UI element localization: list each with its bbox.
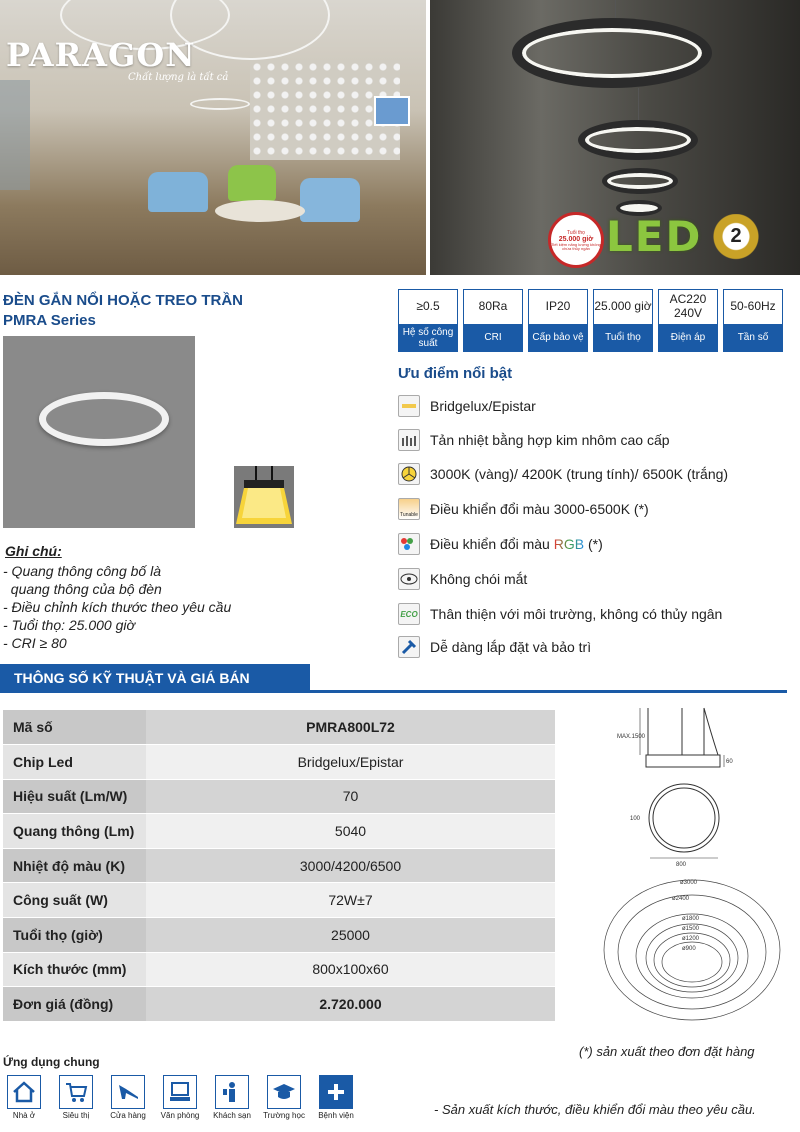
section-title: THÔNG SỐ KỸ THUẬT VÀ GIÁ BÁN: [0, 664, 310, 692]
section-divider: [0, 690, 787, 693]
application-item: [213, 1075, 251, 1120]
bottom-note: - Sản xuất kích thước, điều khiển đổi màu theo yêu cầu.: [434, 1102, 756, 1117]
spec-label: Tần số: [723, 324, 783, 352]
applications-title: Ứng dụng chung: [3, 1055, 100, 1069]
lifetime-badge-line3: Tiết kiệm năng lượng không chứa thủy ngân: [551, 241, 601, 251]
hotel-icon: [215, 1075, 249, 1109]
heatsink-icon: [398, 429, 420, 451]
note-line: - Tuổi thọ: 25.000 giờ: [3, 617, 135, 633]
rgb-text-colored: RGB: [553, 536, 585, 552]
warranty-years: 2: [730, 224, 742, 247]
row-value: 72W±7: [146, 883, 555, 918]
tunable-icon-label: Tunable: [400, 512, 418, 518]
spec-value: ≥0.5: [398, 289, 458, 324]
advantage-item: [398, 429, 670, 451]
product-title: ĐÈN GẮN NỔI HOẶC TREO TRẦN: [3, 292, 243, 309]
spec-value: AC220 240V: [658, 289, 718, 324]
school-icon: [267, 1075, 301, 1109]
applications-list: [5, 1075, 355, 1120]
color-temp-icon: [398, 463, 420, 485]
table-row: [3, 710, 555, 745]
circle-label: ø1800: [682, 916, 700, 922]
spec-label: Tuổi thọ: [593, 324, 653, 352]
notes-list: [3, 562, 231, 652]
eco-icon-label: ECO: [400, 609, 418, 619]
chip-icon: [398, 395, 420, 417]
rgb-text-before: Điều khiển đổi màu: [430, 536, 554, 552]
advantage-text: Bridgelux/Epistar: [430, 398, 536, 414]
application-item: [57, 1075, 95, 1120]
product-image: [3, 336, 195, 528]
warranty-badge: [708, 214, 764, 264]
advantage-text: Điều khiển đổi màu 3000-6500K (*): [430, 501, 649, 517]
advantage-text: Dễ dàng lắp đặt và bảo trì: [430, 639, 592, 655]
row-key: Công suất (W): [3, 883, 146, 918]
advantage-item: [398, 568, 527, 590]
circle-label: ø900: [682, 946, 696, 952]
eye-icon: [398, 568, 420, 590]
table-row: [3, 814, 555, 849]
spec-label: Cấp bảo vệ: [528, 324, 588, 352]
advantage-text: Tản nhiệt bằng hợp kim nhôm cao cấp: [430, 432, 670, 448]
row-key: Hiệu suất (Lm/W): [3, 779, 146, 814]
advantage-item: [398, 636, 591, 658]
advantage-text: [430, 536, 603, 552]
spec-value: IP20: [528, 289, 588, 324]
application-item: [161, 1075, 199, 1120]
lifetime-badge-line1: Tuổi thọ: [567, 229, 585, 236]
profile-illustration: [234, 466, 294, 528]
note-line: - CRI ≥ 80: [3, 635, 67, 651]
table-row: [3, 745, 555, 780]
diam-label: 800: [676, 862, 687, 868]
note-line: quang thông của bộ đèn: [3, 581, 162, 597]
hospital-icon: [319, 1075, 353, 1109]
office-icon: [163, 1075, 197, 1109]
tools-icon: [398, 636, 420, 658]
circle-label: ø1500: [682, 926, 700, 932]
table-row: [3, 848, 555, 883]
table-row: [3, 779, 555, 814]
advantage-item: [398, 395, 536, 417]
circle-label: ø1200: [682, 936, 700, 942]
advantage-item: [398, 533, 603, 555]
spec-lifetime: [593, 289, 653, 352]
circle-label: ø3000: [680, 880, 698, 886]
note-line: - Điều chỉnh kích thước theo yêu cầu: [3, 599, 232, 615]
application-item: [5, 1075, 43, 1120]
width-label: 100: [630, 816, 641, 822]
advantage-text: 3000K (vàng)/ 4200K (trung tính)/ 6500K (trắng): [430, 466, 729, 482]
row-key: Tuổi thọ (giờ): [3, 918, 146, 953]
brand-slogan: Chất lượng là tất cả: [128, 72, 229, 83]
rgb-text-after: (*): [584, 536, 603, 552]
spec-ip: [528, 289, 588, 352]
lifetime-badge-line2: 25.000 giờ: [558, 235, 594, 243]
application-label: Văn phòng: [160, 1111, 200, 1120]
spec-voltage: [658, 289, 718, 352]
application-label: Bệnh viện: [318, 1111, 354, 1120]
spec-value: 25.000 giờ: [593, 289, 653, 324]
table-row: [3, 987, 555, 1022]
advantages-title: Ưu điểm nổi bật: [398, 365, 513, 382]
eco-icon: [398, 603, 420, 625]
row-key: Kích thước (mm): [3, 952, 146, 987]
advantage-item: [398, 463, 728, 485]
spec-frequency: [723, 289, 783, 352]
spec-price-table: [3, 710, 555, 1022]
product-series: PMRA Series: [3, 312, 96, 329]
row-value: 2.720.000: [146, 987, 555, 1022]
row-value: Bridgelux/Epistar: [146, 745, 555, 780]
brand-logo: PARAGON: [6, 36, 196, 74]
hero-banner: [0, 0, 800, 275]
row-value: 70: [146, 779, 555, 814]
row-value: PMRA800L72: [146, 710, 555, 745]
lifetime-badge: [548, 212, 604, 268]
spec-label: CRI: [463, 324, 523, 352]
home-icon: [7, 1075, 41, 1109]
row-value: 5040: [146, 814, 555, 849]
circle-label: ø2400: [672, 896, 690, 902]
table-row: [3, 918, 555, 953]
rgb-icon: [398, 533, 420, 555]
ring-light: [39, 392, 169, 446]
application-label: Siêu thị: [62, 1111, 90, 1120]
row-key: Chip Led: [3, 745, 146, 780]
application-item: [109, 1075, 147, 1120]
application-label: Nhà ở: [12, 1111, 36, 1120]
advantage-item: [398, 498, 649, 520]
spec-label: Điện áp: [658, 324, 718, 352]
application-label: Khách sạn: [213, 1111, 251, 1120]
technical-drawing: [600, 700, 800, 1040]
application-item: [317, 1075, 355, 1120]
notes-title: Ghi chú:: [5, 543, 62, 559]
row-key: Nhiệt độ màu (K): [3, 848, 146, 883]
spec-value: 80Ra: [463, 289, 523, 324]
advantage-item: [398, 603, 722, 625]
application-label: Cửa hàng: [110, 1111, 146, 1120]
advantage-text: Không chói mắt: [430, 571, 528, 587]
row-key: Đơn giá (đồng): [3, 987, 146, 1022]
application-label: Trường học: [263, 1111, 305, 1120]
row-value: 25000: [146, 918, 555, 953]
tunable-icon: [398, 498, 420, 520]
row-value: 3000/4200/6500: [146, 848, 555, 883]
max-label: MAX.1500: [617, 734, 646, 740]
cart-icon: [59, 1075, 93, 1109]
advantage-text: Thân thiện với môi trường, không có thủy ngân: [430, 606, 723, 622]
table-row: [3, 883, 555, 918]
application-item: [265, 1075, 303, 1120]
spec-label: Hệ số công suất: [398, 324, 458, 352]
spec-value: 50-60Hz: [723, 289, 783, 324]
spec-boxes: [398, 289, 783, 352]
order-note: (*) sản xuất theo đơn đặt hàng: [579, 1044, 755, 1059]
shoe-icon: [111, 1075, 145, 1109]
led-label: LED: [606, 212, 703, 261]
row-key: Mã số: [3, 710, 146, 745]
height-label: 60: [726, 759, 733, 765]
row-key: Quang thông (Lm): [3, 814, 146, 849]
table-row: [3, 952, 555, 987]
spec-cri: [463, 289, 523, 352]
note-line: - Quang thông công bố là: [3, 563, 162, 579]
row-value: 800x100x60: [146, 952, 555, 987]
spec-power-factor: [398, 289, 458, 352]
